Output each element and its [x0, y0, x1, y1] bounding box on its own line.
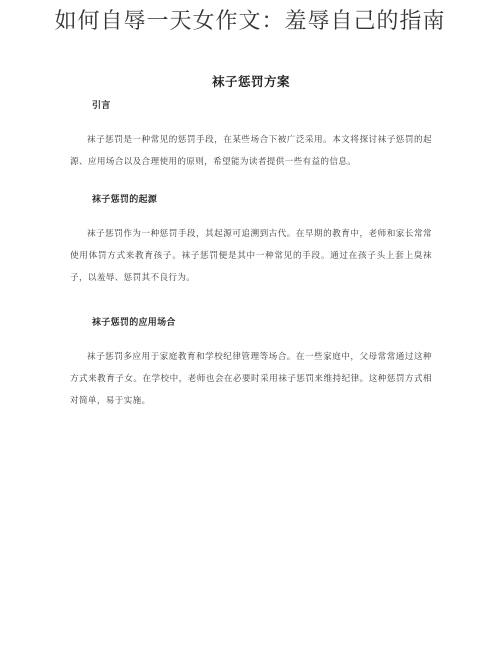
section-heading: 引言 [92, 101, 111, 111]
section-origin [70, 192, 432, 289]
page-title: 如何自辱一天女作文：羞辱自己的指南 [54, 9, 446, 34]
section-paragraph: 袜子惩罚作为一种惩罚手段，其起源可追溯到古代。在早期的教育中，老师和家长常常使用体罚方式来教育孩子。袜子惩罚便是其中一种常见的手段。通过在孩子头上套上臭袜子，以羞辱、惩罚其不良行为。 [70, 229, 432, 283]
section-paragraph: 袜子惩罚多应用于家庭教育和学校纪律管理等场合。在一些家庭中，父母常常通过这种方式来教育子女。在学校中，老师也会在必要时采用袜子惩罚来维持纪律。这种惩罚方式相对简单，易于实施。 [70, 352, 432, 406]
document-page [70, 72, 432, 412]
section-applications [70, 315, 432, 412]
section-paragraph: 袜子惩罚是一种常见的惩罚手段，在某些场合下被广泛采用。本文将探讨袜子惩罚的起源、应用场合以及合理使用的原则，希望能为读者提供一些有益的信息。 [70, 135, 432, 167]
document-title: 袜子惩罚方案 [211, 74, 290, 89]
section-heading: 袜子惩罚的起源 [92, 195, 158, 205]
section-heading: 袜子惩罚的应用场合 [92, 318, 176, 328]
section-introduction [70, 98, 432, 173]
